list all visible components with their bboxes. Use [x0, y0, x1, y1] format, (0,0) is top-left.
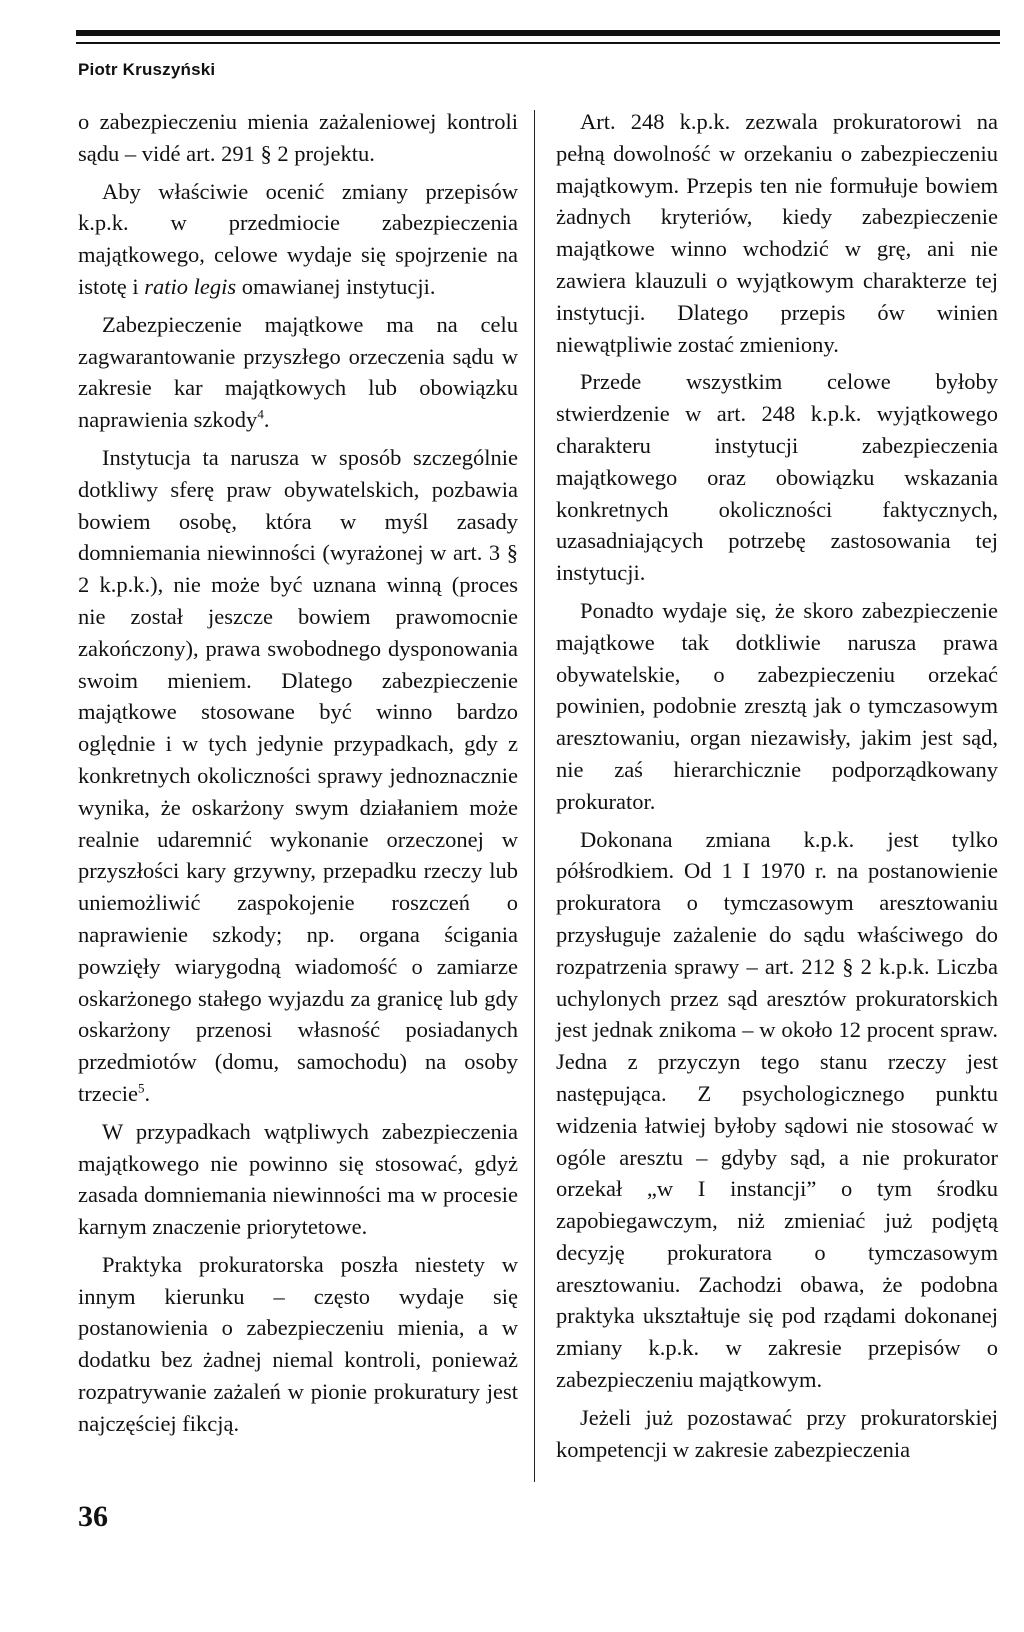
paragraph-text: Instytucja ta narusza w sposób szczególnie dotkliwy sferę praw obywatelskich, pozbawia bowiem osobę, która w myśl zasady domniemania niewinności (wyrażonej w art. 3 § 2 k.p.k.), nie może być uznana winną (proces nie został jeszcze bowiem prawomocnie zakończony), prawa swobodnego dysponowania swoim mieniem. Dlatego zabezpieczenie majątkowe stosowane być winno bardzo oględnie i w tych jedynie przypadkach, gdy z konkretnych okoliczności sprawy jednoznacznie wynika, że oskarżony swym działaniem może realnie udaremnić wykonanie orzeczonej w przyszłości kary grzywny, przepadku rzeczy lub uniemożliwić zaspokojenie roszczeń o naprawienie szkody; np. organa ścigania powzięły wiarygodną wiadomość o zamiarze oskarżonego stałego wyjazdu za granicę lub gdy oskarżony przenosi własność posiadanych przedmiotów (domu, samochodu) na osoby trzecie: [78, 444, 518, 1106]
paragraph: [78, 176, 518, 303]
paragraph: o zabezpieczeniu mienia zażaleniowej kontroli sądu – vidé art. 291 § 2 projektu.: [78, 109, 518, 166]
header-rule-thick: [76, 30, 1000, 36]
paragraph-text: Zabezpieczenie majątkowe ma na celu zagwarantowanie przyszłego orzeczenia sądu w zakresie kar majątkowych lub obowiązku naprawienia szkody: [78, 311, 518, 433]
paragraph-text: .: [144, 1080, 151, 1106]
paragraph: Dokonana zmiana k.p.k. jest tylko półśrodkiem. Od 1 I 1970 r. na postanowienie prokuratora o tymczasowym aresztowaniu przysługuje zażalenie do sądu właściwego do rozpatrzenia sprawy – art. 212 § 2 k.p.k. Liczba uchylonych przez sąd aresztów prokuratorskich jest jednak znikoma – w około 12 procent spraw. Jedna z przyczyn tego stanu rzeczy jest następująca. Z psychologicznego punktu widzenia łatwiej byłoby sądowi nie stosować w ogóle aresztu – gdyby sąd, a nie prokurator orzekał „w I instancji” o tym środku zapobiegawczym, niż zmieniać już podjętą decyzję prokuratora o tymczasowym aresztowaniu. Zachodzi obawa, że podobna praktyka ukształtuje się pod rządami dokonanej zmiany k.p.k. w zakresie przepisów o zabezpieczeniu majątkowym.: [556, 826, 998, 1393]
left-column: [78, 106, 518, 1446]
paragraph: Art. 248 k.p.k. zezwala prokuratorowi na pełną dowolność w orzekaniu o zabezpieczeniu majątkowym. Przepis ten nie formułuje bowiem żadnych kryteriów, kiedy zabezpieczenie majątkowe winno wchodzić w grę, ani nie zawiera klauzuli o wyjątkowym charakterze tej instytucji. Dlatego przepis ów winien niewątpliwie zostać zmieniony.: [556, 109, 998, 357]
paragraph: Praktyka prokuratorska poszła niestety w innym kierunku – często wydaje się postanowienia o zabezpieczeniu mienia, a w dodatku bez żadnej niemal kontroli, ponieważ rozpatrywanie zażaleń w pionie prokuratury jest najczęściej fikcją.: [78, 1251, 518, 1436]
running-head-author: Piotr Kruszyński: [78, 60, 216, 79]
header-rule-thin: [76, 42, 1000, 44]
paragraph: Przede wszystkim celowe byłoby stwierdzenie w art. 248 k.p.k. wyjątkowego charakteru instytucji zabezpieczenia majątkowego oraz obowiązku wskazania konkretnych okoliczności faktycznych, uzasadniających potrzebę zastosowania tej instytucji.: [556, 369, 998, 586]
paragraph: Jeżeli już pozostawać przy prokuratorskiej kompetencji w zakresie zabezpieczenia: [556, 1404, 998, 1462]
page-number: 36: [78, 1500, 108, 1533]
latin-term: ratio legis: [144, 273, 237, 299]
paragraph: Ponadto wydaje się, że skoro zabezpieczenie majątkowe tak dotkliwie narusza prawa obywatelskie, o zabezpieczeniu orzekać powinien, podobnie zresztą jak o tymczasowym aresztowaniu, organ niezawisły, jakim jest sąd, nie zaś hierarchicznie podporządkowany prokurator.: [556, 597, 998, 814]
paragraph-text: .: [263, 407, 270, 433]
paragraph: W przypadkach wątpliwych zabezpieczenia majątkowego nie powinno się stosować, gdyż zasada domniemania niewinności ma w procesie karnym znaczenie priorytetowe.: [78, 1118, 518, 1240]
paragraph: [78, 309, 518, 436]
paragraph: [78, 442, 518, 1110]
right-column: [556, 106, 998, 1471]
footnote-marker: 4: [257, 406, 264, 422]
paragraph-text: Aby właściwie ocenić zmiany przepisów k.p.k. w przedmiocie zabezpieczenia majątkowego, celowe wydaje się spojrzenie na istotę i: [78, 178, 518, 299]
column-divider: [534, 110, 535, 1482]
footnote-marker: 5: [137, 1080, 145, 1096]
paragraph-text: omawianej instytucji.: [236, 273, 436, 299]
